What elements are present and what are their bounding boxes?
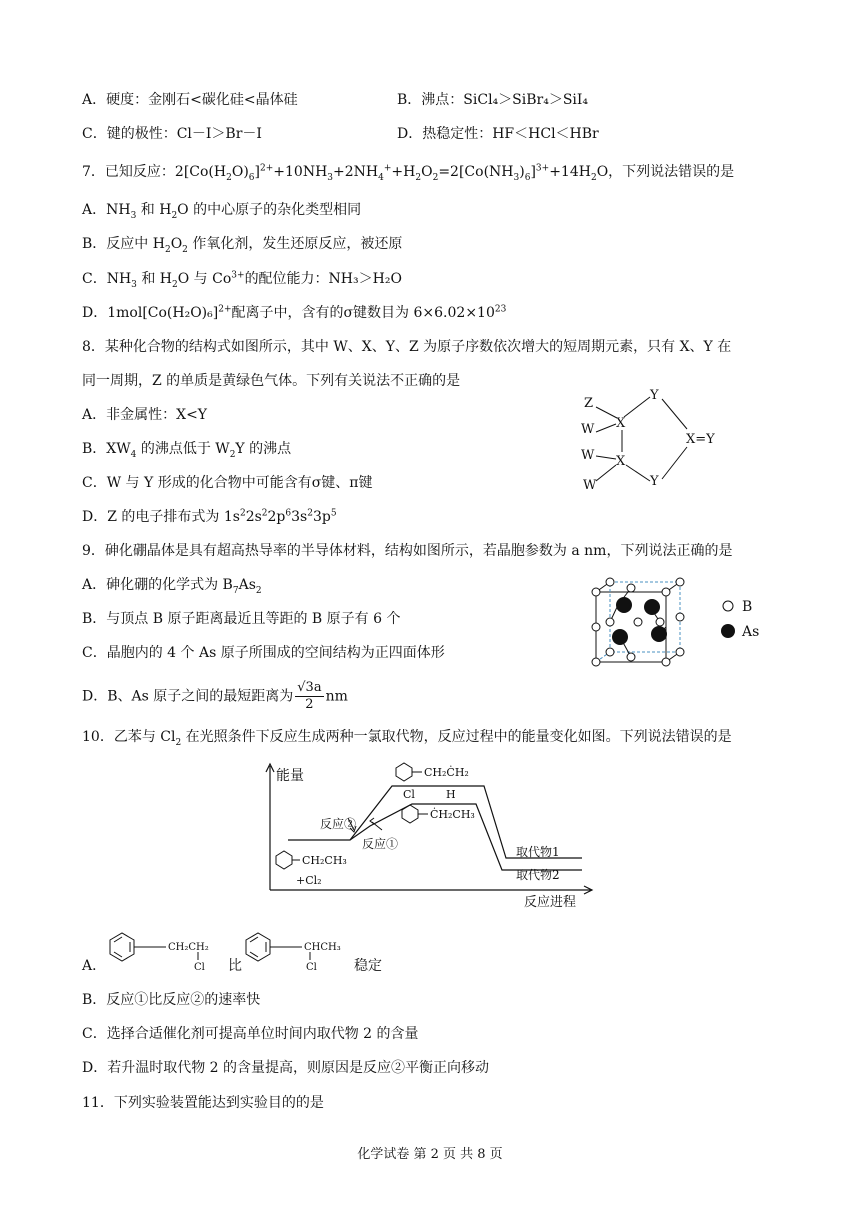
q10-option-d: D．若升温时取代物 2 的含量提高，则原因是反应②平衡正向移动 xyxy=(82,1060,490,1076)
q9-crystal-cell-diagram xyxy=(588,578,778,668)
q7-option-a: A．$NH_3$ 和 $H_2O$ 的中心原子的杂化类型相同 xyxy=(82,202,362,221)
q6-option-d: D．热稳定性：HF＜HCl＜HBr xyxy=(397,126,599,142)
page-footer: 化学试卷 第 2 页 共 8 页 xyxy=(357,1147,503,1162)
q9-option-a: A．砷化硼的化学式为 $B_7As_2$ xyxy=(82,577,262,596)
q6-option-b: B．沸点：SiCl₄＞SiBr₄＞SiI₄ xyxy=(397,92,589,108)
q8-atom-w3: W xyxy=(583,478,597,493)
mid-intermediate-formula: ĊH₂CH₃ xyxy=(430,808,475,821)
legend-as-marker xyxy=(721,624,735,638)
molecule-2-cl: Cl xyxy=(306,962,317,973)
q10-option-b: B．反应①比反应②的速率快 xyxy=(82,992,261,1008)
top-intermediate-h: H xyxy=(446,788,456,801)
top-intermediate-formula: CH₂ĊH₂ xyxy=(424,766,469,779)
molecule-1-formula: CH₂CH₂ xyxy=(168,942,209,953)
energy-axis-label: 能量 xyxy=(276,768,304,784)
q8-stem-line2: 同一周期，Z 的单质是黄绿色气体。下列有关说法不正确的是 xyxy=(82,373,461,389)
reactant-formula: CH₂CH₃ xyxy=(302,854,347,867)
q10-option-a-molecule-2 xyxy=(240,926,352,972)
q10-stem: 10．乙苯与 $Cl_2$ 在光照条件下反应生成两种一氯取代物，反应过程中的能量变化如图。下列说法错误的是 xyxy=(82,729,732,748)
mid-intermediate-ring xyxy=(402,805,428,823)
reaction-2-label: 反应② xyxy=(320,817,357,831)
q10-option-a-compare: 比 xyxy=(228,958,242,974)
reaction-1-label: 反应① xyxy=(362,837,399,851)
product-2-label: 取代物2 xyxy=(516,868,560,882)
q8-atom-w2: W xyxy=(581,448,595,463)
product-1-label: 取代物1 xyxy=(516,845,560,859)
q11-stem: 11．下列实验装置能达到实验目的的是 xyxy=(82,1095,324,1111)
q7-option-b: B．反应中 $H_2O_2$ 作氧化剂，发生还原反应，被还原 xyxy=(82,236,403,255)
q10-energy-diagram xyxy=(262,758,602,910)
reactant-plus-cl2: +Cl₂ xyxy=(296,874,322,887)
q8-atom-z: Z xyxy=(584,396,594,411)
legend-b-marker xyxy=(723,601,733,611)
q10-option-c: C．选择合适催化剂可提高单位时间内取代物 2 的含量 xyxy=(82,1026,419,1042)
q8-atom-y-top: Y xyxy=(650,388,659,403)
q8-option-b: B．$XW_4$ 的沸点低于 $W_2Y$ 的沸点 xyxy=(82,441,292,460)
q10-option-a-label: A． xyxy=(82,958,107,974)
q8-option-a: A．非金属性：X<Y xyxy=(82,407,208,423)
q8-atom-x-bottom: X xyxy=(616,454,626,469)
q8-atom-y-bottom: Y xyxy=(650,474,659,489)
reactant-benzene-ring xyxy=(276,851,300,869)
q7-option-c: C．$NH_3$ 和 $H_2O$ 与 $Co^{3+}$的配位能力：NH₃＞H₂O xyxy=(82,270,402,290)
q9-option-c: C．晶胞内的 4 个 As 原子所围成的空间结构为正四面体形 xyxy=(82,645,445,661)
q10-option-a-end: 稳定 xyxy=(354,958,382,974)
q8-atom-x-top: X xyxy=(616,416,626,431)
progress-axis-label: 反应进程 xyxy=(524,895,577,910)
q8-stem-line1: 8．某种化合物的结构式如图所示，其中 W、X、Y、Z 为原子序数依次增大的短周期元素，只有 X、Y 在 xyxy=(82,339,732,355)
molecule-1-cl: Cl xyxy=(194,962,205,973)
top-intermediate-ring xyxy=(396,763,422,781)
q6-option-c: C．键的极性：Cl－I＞Br－I xyxy=(82,126,262,142)
sqrt3a-over-2-fraction: $\frac{√3a}{2}$ xyxy=(297,680,322,712)
q7-stem: 7．已知反应：$2[Co(H_2O)_6]^{2+}+10NH_3+2NH_4^++H_2O_2=2[Co(NH_3)_6]^{3+}+14H_2O$，下列说法错误的是 xyxy=(82,163,735,183)
q8-atom-xy: X=Y xyxy=(686,432,715,447)
q9-stem: 9．砷化硼晶体是具有超高热导率的半导体材料，结构如图所示，若晶胞参数为 a nm，下列说法正确的是 xyxy=(82,543,733,559)
q8-option-d: D．Z 的电子排布式为 $1s^22s^22p^63s^23p^5$ xyxy=(82,508,337,525)
legend-b-label: B xyxy=(742,599,753,615)
q6-option-a: A．硬度：金刚石<碳化硅<晶体硅 xyxy=(82,92,298,108)
q7-option-d: D．$1mol[Co(H_2O)_6]^{2+}$配离子中，含有的σ键数目为 $6\times 6.02\times 10^{23}$ xyxy=(82,304,507,321)
q9-option-d: D．B、As 原子之间的最短距离为 $\frac{√3a}{2}$ nm xyxy=(82,680,348,712)
top-intermediate-cl: Cl xyxy=(403,788,415,801)
legend-as-label: As xyxy=(742,624,760,640)
q8-structure-diagram xyxy=(570,385,730,500)
q9-option-b: B．与顶点 B 原子距离最近且等距的 B 原子有 6 个 xyxy=(82,611,401,627)
q8-atom-w1: W xyxy=(581,422,595,437)
q10-option-a-molecule-1 xyxy=(104,926,209,973)
molecule-2-formula: CHCH₃ xyxy=(304,942,341,953)
q8-option-c: C．W 与 Y 形成的化合物中可能含有σ键、π键 xyxy=(82,475,373,491)
